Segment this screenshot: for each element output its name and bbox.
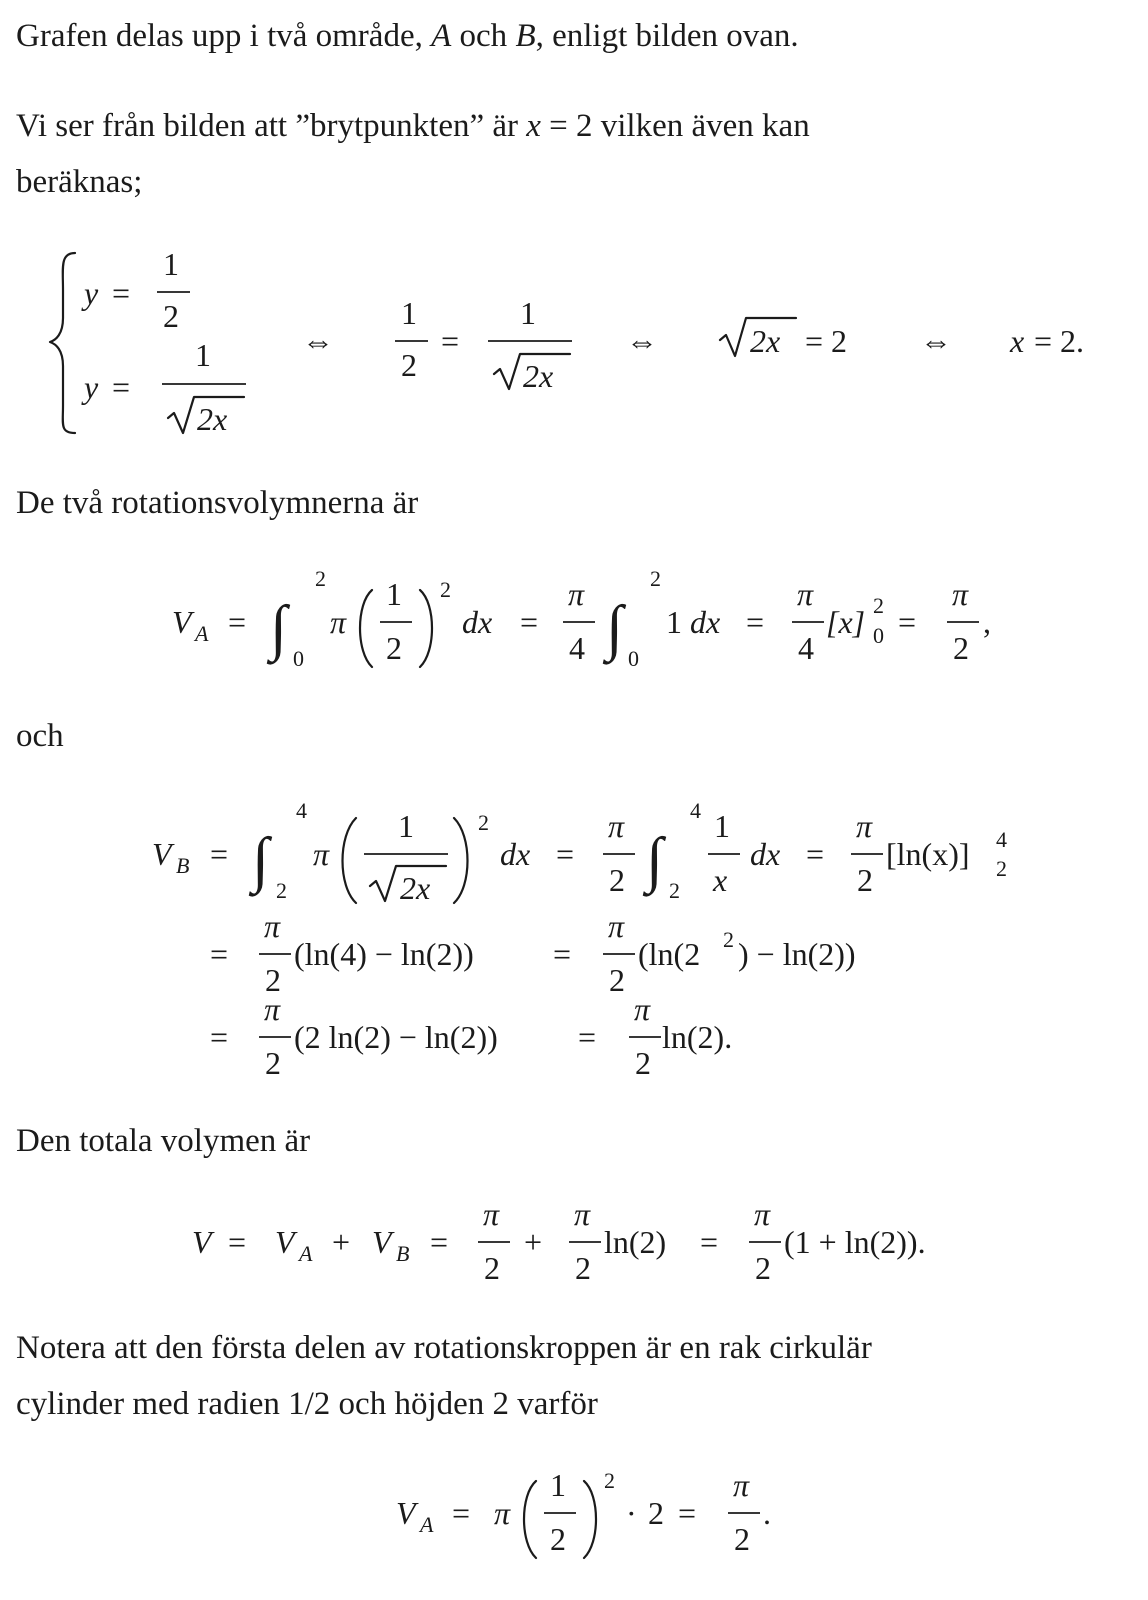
- math-num: 1: [163, 246, 179, 282]
- math-subscript: A: [420, 1512, 434, 1537]
- math-op: =: [452, 1495, 471, 1531]
- math-var: V: [372, 1224, 392, 1260]
- math-dx: dx: [462, 604, 493, 640]
- bracket-upper: 4: [996, 827, 1007, 852]
- math-num: 2: [755, 1250, 771, 1286]
- math-expr: 2x: [400, 870, 431, 906]
- paragraph-volumes: De två rotationsvolymnerna är: [16, 485, 419, 521]
- math-op: ⇔: [626, 323, 658, 359]
- math-expr: = 2: [805, 323, 848, 359]
- integral-lower: 2: [276, 878, 287, 903]
- math-op: =: [210, 1019, 229, 1055]
- math-op: =: [430, 1224, 449, 1260]
- math-expr: (1 + ln(2)).: [784, 1224, 926, 1260]
- math-num: 4: [798, 630, 814, 666]
- math-op: ·: [626, 1495, 637, 1531]
- integral-upper: 4: [690, 798, 701, 823]
- math-num: 2: [648, 1495, 664, 1531]
- math-subscript: A: [195, 621, 209, 646]
- math-pi: π: [264, 991, 281, 1027]
- math-pi: π: [313, 836, 330, 872]
- math-num: 1: [195, 337, 211, 373]
- math-op: =: [700, 1224, 719, 1260]
- math-var: V: [152, 836, 172, 872]
- math-exponent: 2: [723, 927, 734, 952]
- math-num: 2: [734, 1521, 750, 1557]
- math-op: =: [112, 369, 131, 405]
- integral-upper: 2: [650, 566, 661, 591]
- math-expr: 2x: [523, 358, 554, 394]
- math-op: ⇔: [302, 323, 334, 359]
- math-exponent: 2: [478, 810, 489, 835]
- math-op: =: [553, 936, 572, 972]
- math-num: 1: [550, 1467, 566, 1503]
- math-num: 2: [163, 298, 179, 334]
- math-expr: 2x: [750, 323, 781, 359]
- math-op: =: [441, 323, 460, 359]
- left-paren: [524, 1481, 536, 1558]
- text-run: , enligt bilden ovan.: [535, 18, 799, 54]
- math-pi: π: [797, 576, 814, 612]
- math-op: =: [228, 1224, 247, 1260]
- math-num: 2: [635, 1045, 651, 1081]
- math-exponent: 2: [440, 577, 451, 602]
- math-expr: (ln(2: [638, 936, 701, 972]
- bracket-lower: 2: [996, 856, 1007, 881]
- math-expr: = 2.: [1034, 323, 1085, 359]
- math-num: 1: [398, 808, 414, 844]
- bracket-lower: 0: [873, 623, 884, 648]
- integral-upper: 4: [296, 798, 307, 823]
- integral-lower: 0: [293, 646, 304, 671]
- math-op: =: [112, 275, 131, 311]
- math-pi: π: [733, 1467, 750, 1503]
- math-exponent: 2: [604, 1468, 615, 1493]
- math-pi: π: [568, 576, 585, 612]
- math-bracket: [ln(x)]: [886, 836, 970, 872]
- math-punct: .: [763, 1495, 771, 1531]
- math-var: V: [172, 604, 192, 640]
- math-dx: dx: [750, 836, 781, 872]
- math-expr: (2 ln(2) − ln(2)): [294, 1019, 498, 1055]
- math-op: =: [678, 1495, 697, 1531]
- text-run: Grafen delas upp i två område,: [16, 18, 432, 54]
- math-var: y: [84, 275, 99, 311]
- math-num: 2: [265, 962, 281, 998]
- math-pi: π: [264, 908, 281, 944]
- text-run: Vi ser från bilden att ”brytpunkten” är: [16, 108, 527, 144]
- math-num: 2: [265, 1045, 281, 1081]
- math-var-a: A: [431, 18, 452, 54]
- math-pi: π: [494, 1495, 511, 1531]
- math-pi: π: [608, 908, 625, 944]
- integral-sign: ∫: [646, 826, 663, 894]
- math-num: 2: [401, 347, 417, 383]
- paragraph-och: och: [16, 718, 64, 754]
- math-op: =: [578, 1019, 597, 1055]
- math-var: x: [1010, 323, 1025, 359]
- math-op: +: [524, 1224, 543, 1260]
- math-op: =: [210, 936, 229, 972]
- text-run: = 2 vilken även kan: [540, 108, 810, 144]
- math-num: 4: [569, 630, 585, 666]
- math-punct: ,: [983, 604, 991, 640]
- math-op: =: [746, 604, 765, 640]
- integral-lower: 2: [669, 878, 680, 903]
- math-expr: ) − ln(2)): [738, 936, 856, 972]
- math-num: 1: [386, 576, 402, 612]
- math-subscript: A: [299, 1241, 313, 1266]
- math-var: y: [84, 369, 99, 405]
- math-op: =: [806, 836, 825, 872]
- math-pi: π: [754, 1196, 771, 1232]
- math-op: =: [210, 836, 229, 872]
- paragraph-total: Den totala volymen är: [16, 1123, 311, 1159]
- math-num: 2: [386, 630, 402, 666]
- math-var: V: [192, 1224, 212, 1260]
- math-var: V: [275, 1224, 295, 1260]
- math-num: 2: [953, 630, 969, 666]
- math-expr: 2x: [197, 401, 228, 437]
- text-run: och: [451, 18, 516, 54]
- math-bracket: [x]: [826, 604, 866, 640]
- math-subscript: B: [176, 853, 190, 878]
- math-num: 1: [714, 808, 730, 844]
- math-var-b: B: [515, 18, 536, 54]
- integral-lower: 0: [628, 646, 639, 671]
- text-run: beräknas;: [16, 164, 143, 200]
- math-num: 1: [666, 604, 682, 640]
- math-num: 2: [609, 962, 625, 998]
- math-op: =: [228, 604, 247, 640]
- math-op: +: [332, 1224, 351, 1260]
- integral-upper: 2: [315, 566, 326, 591]
- math-pi: π: [574, 1196, 591, 1232]
- math-expr: ln(2): [604, 1224, 667, 1260]
- math-num: 2: [550, 1521, 566, 1557]
- math-dx: dx: [690, 604, 721, 640]
- math-pi: π: [483, 1196, 500, 1232]
- integral-sign: ∫: [270, 594, 287, 662]
- bracket-upper: 2: [873, 593, 884, 618]
- math-num: 2: [484, 1250, 500, 1286]
- math-var: x: [713, 862, 728, 898]
- math-subscript: B: [396, 1241, 410, 1266]
- math-pi: π: [330, 604, 347, 640]
- text-line: cylinder med radien 1/2 och höjden 2 varför: [16, 1386, 598, 1422]
- math-var: V: [396, 1495, 416, 1531]
- math-op: =: [898, 604, 917, 640]
- math-pi: π: [634, 991, 651, 1027]
- right-paren: [584, 1481, 596, 1558]
- integral-sign: ∫: [252, 826, 269, 894]
- math-num: 1: [401, 295, 417, 331]
- math-dx: dx: [500, 836, 531, 872]
- math-num: 2: [857, 862, 873, 898]
- math-num: 2: [575, 1250, 591, 1286]
- math-num: 1: [520, 295, 536, 331]
- text-line: Notera att den första delen av rotationskroppen är en rak cirkulär: [16, 1330, 872, 1366]
- math-pi: π: [952, 576, 969, 612]
- math-num: 2: [609, 862, 625, 898]
- math-var-x: x: [526, 108, 541, 144]
- math-expr: (ln(4) − ln(2)): [294, 936, 474, 972]
- integral-sign: ∫: [606, 594, 623, 662]
- math-op: =: [556, 836, 575, 872]
- math-pi: π: [856, 808, 873, 844]
- math-op: ⇔: [920, 323, 952, 359]
- math-expr: ln(2).: [662, 1019, 733, 1055]
- math-op: =: [520, 604, 539, 640]
- math-pi: π: [608, 808, 625, 844]
